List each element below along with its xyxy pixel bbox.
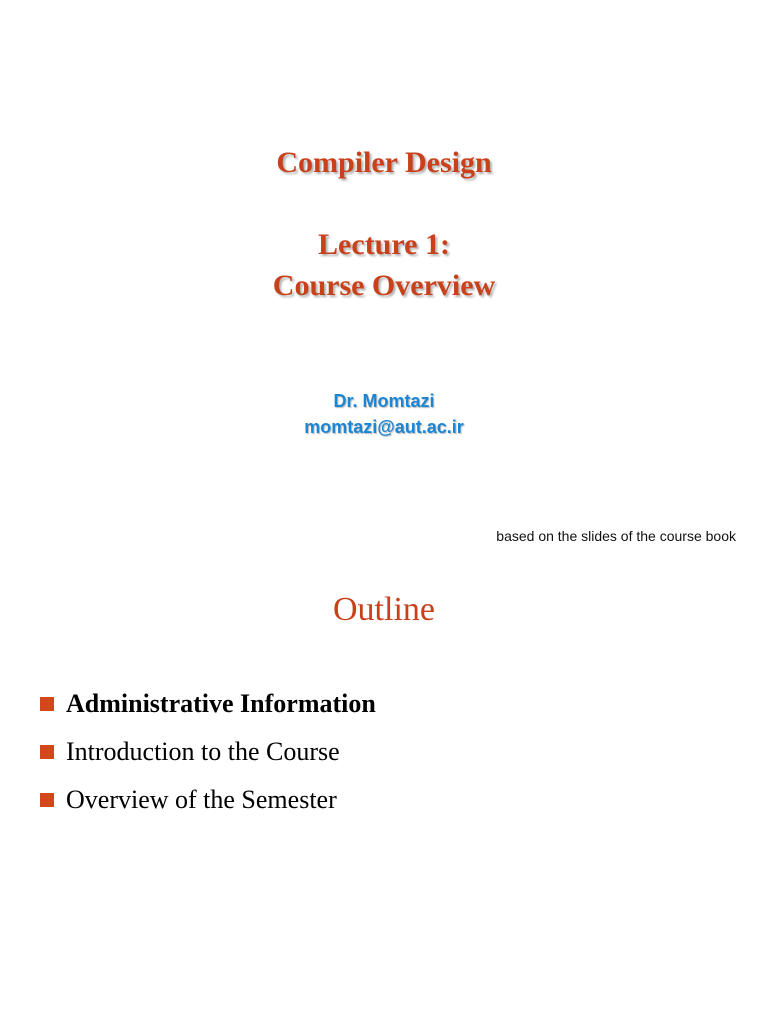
lecture-number: Lecture 1:: [318, 228, 450, 261]
outline-item-label: Introduction to the Course: [66, 737, 340, 766]
course-title: Compiler Design: [276, 146, 492, 179]
instructor-email: momtazi@aut.ac.ir: [304, 417, 464, 437]
square-bullet-icon: [40, 793, 54, 807]
square-bullet-icon: [40, 697, 54, 711]
square-bullet-icon: [40, 745, 54, 759]
outline-item: [40, 680, 376, 728]
outline-list: [40, 680, 376, 824]
outline-item: [40, 728, 376, 776]
outline-item-label: Overview of the Semester: [66, 785, 337, 814]
outline-heading: Outline: [333, 591, 435, 628]
outline-item: [40, 776, 376, 824]
lecture-topic: Course Overview: [272, 269, 496, 302]
instructor-name: Dr. Momtazi: [333, 391, 435, 411]
source-credit: based on the slides of the course book: [496, 528, 736, 544]
outline-item-label: Administrative Information: [66, 689, 376, 718]
